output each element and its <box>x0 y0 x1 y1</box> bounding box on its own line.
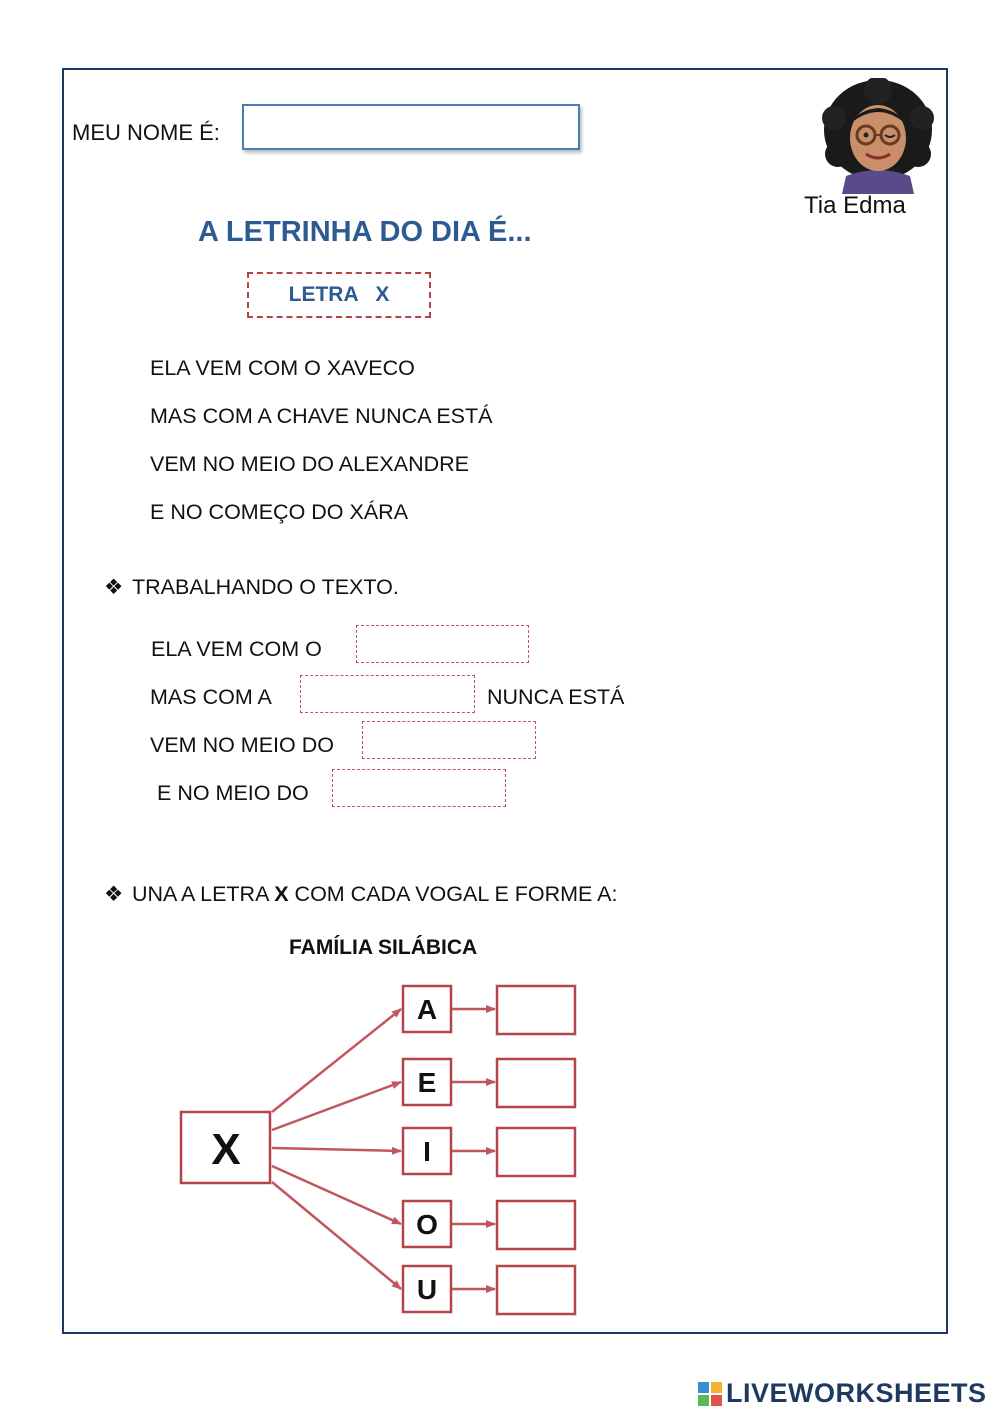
heading-part: UNA A LETRA <box>132 882 275 906</box>
poem-line: VEM NO MEIO DO ALEXANDRE <box>150 452 469 476</box>
section-heading-syllables <box>104 882 618 907</box>
logo-square <box>711 1395 722 1406</box>
logo-square <box>698 1395 709 1406</box>
vowel-box <box>403 1266 451 1312</box>
name-label: MEU NOME É: <box>72 120 220 145</box>
liveworksheets-logo-icon <box>698 1382 722 1406</box>
syllable-answer-box[interactable] <box>497 1059 575 1107</box>
fill-line-label: E NO MEIO DO <box>157 781 309 805</box>
footer-brand <box>698 1378 987 1409</box>
source-letter-box <box>181 1112 270 1183</box>
vowel-box <box>403 1128 451 1174</box>
fill-line-label: VEM NO MEIO DO <box>150 733 334 757</box>
vowel-letter: A <box>416 994 438 1025</box>
poem-line: ELA VEM COM O XAVECO <box>150 356 415 380</box>
blank-input-3[interactable] <box>362 721 536 759</box>
syllable-answer-box[interactable] <box>497 986 575 1034</box>
source-letter: X <box>211 1125 241 1174</box>
page-title: A LETRINHA DO DIA É... <box>198 216 532 248</box>
syllable-answer-box[interactable] <box>497 1128 575 1176</box>
fill-line-suffix: NUNCA ESTÁ <box>487 685 625 709</box>
heading-part: COM CADA VOGAL E FORME A: <box>288 882 618 906</box>
fill-line-label: ELA VEM COM O <box>151 637 322 661</box>
logo-square <box>711 1382 722 1393</box>
brand-name: LIVEWORKSHEETS <box>726 1378 987 1408</box>
syllable-answer-box[interactable] <box>497 1201 575 1249</box>
bullet-icon: ❖ <box>104 575 124 599</box>
bullet-icon: ❖ <box>104 882 124 906</box>
vowel-letter: O <box>416 1209 438 1240</box>
vowel-box <box>403 1059 451 1105</box>
heading-bold-letter: X <box>274 882 289 906</box>
vowel-box <box>403 1201 451 1247</box>
teacher-name: Tia Edma <box>804 192 906 219</box>
section-heading-text-work <box>104 575 399 600</box>
poem-line: E NO COMEÇO DO XÁRA <box>150 500 409 524</box>
letter-of-the-day-box: LETRA X <box>247 272 431 318</box>
fill-line-label: MAS COM A <box>150 685 272 709</box>
section-heading-label: TRABALHANDO O TEXTO. <box>132 575 399 599</box>
poem-line: MAS COM A CHAVE NUNCA ESTÁ <box>150 404 493 428</box>
vowel-letter: E <box>417 1067 437 1098</box>
blank-input-4[interactable] <box>332 769 506 807</box>
logo-square <box>698 1382 709 1393</box>
vowel-box <box>403 986 451 1032</box>
vowel-letter: I <box>423 1136 431 1167</box>
name-input[interactable] <box>242 104 580 150</box>
subtitle-syllable-family: FAMÍLIA SILÁBICA <box>289 936 478 959</box>
blank-input-2[interactable] <box>300 675 475 713</box>
syllable-answer-box[interactable] <box>497 1266 575 1314</box>
teacher-avatar <box>818 78 938 194</box>
vowel-letter: U <box>416 1274 438 1305</box>
blank-input-1[interactable] <box>356 625 529 663</box>
